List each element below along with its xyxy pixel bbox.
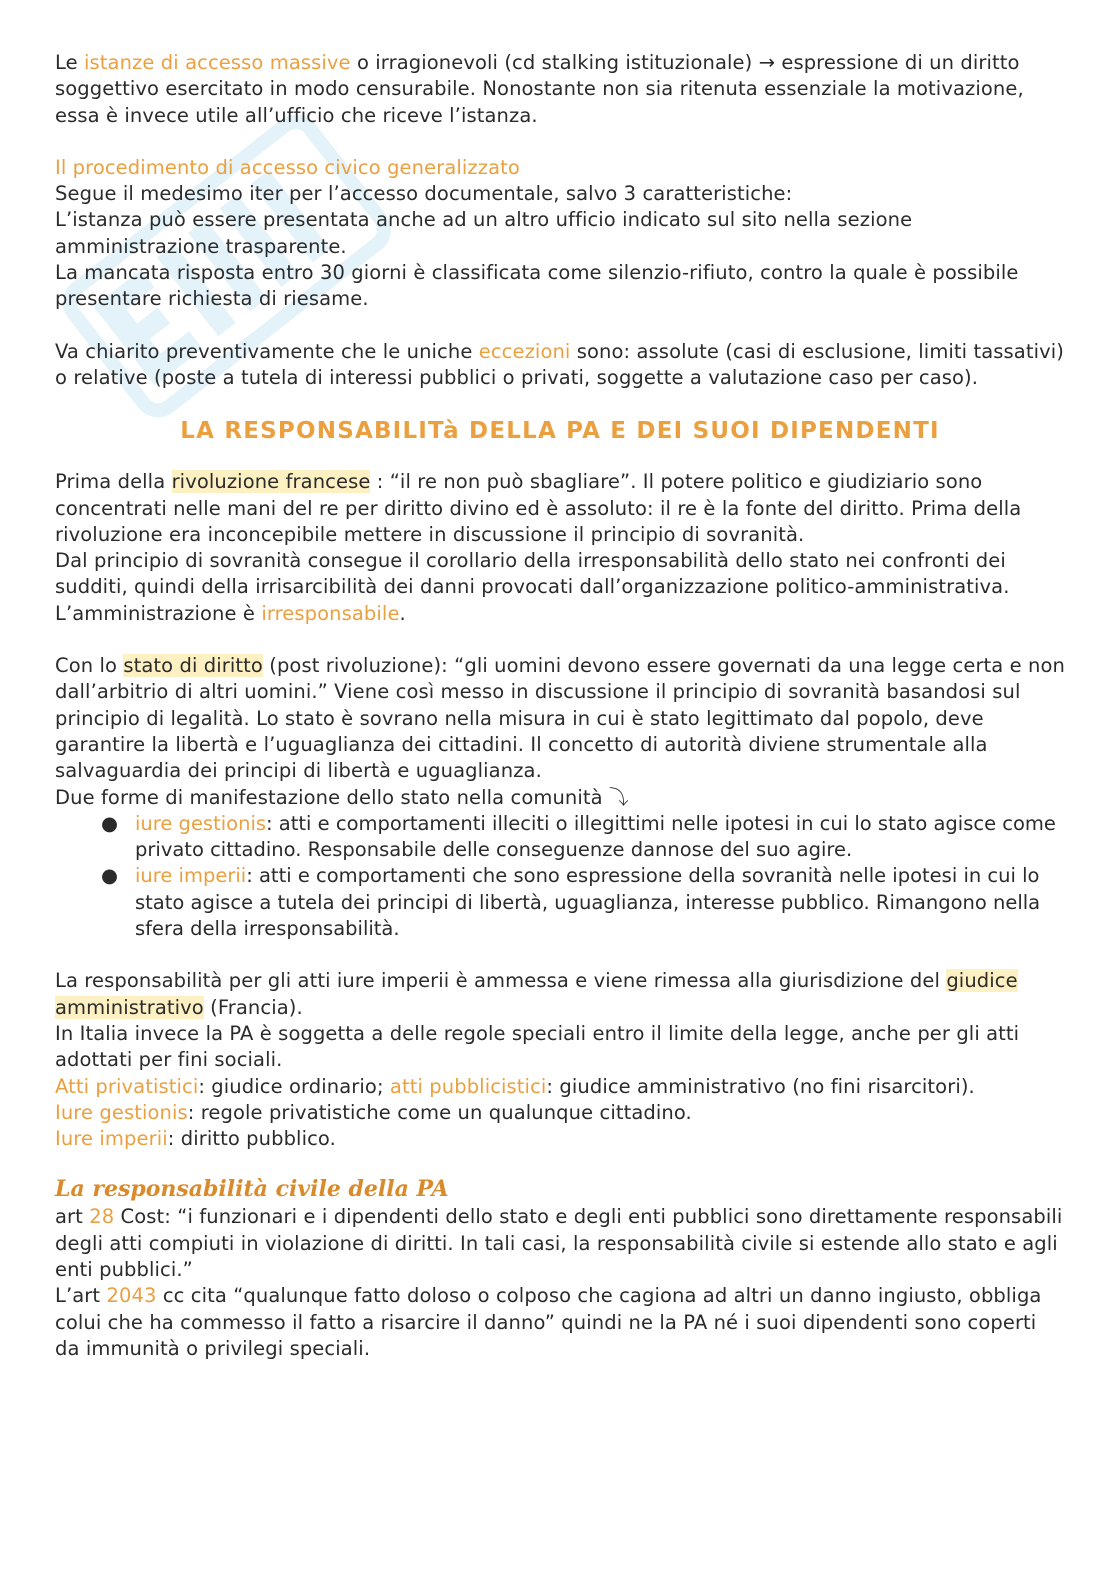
heading-responsabilita-civile: La responsabilità civile della PA (55, 1176, 449, 1203)
para-stato-di-diritto: Con lo stato di diritto (post rivoluzione): “gli uomini devono essere governati da una legge certa e non dall’arbitrio di altri uomini.” Viene così messo in discussione il principio di sovranità basandosi sul principio di legalità. Lo stato è sovrano nella misura in cui è stato legittimato dal popolo, deve garantire la libertà e l’uguaglianza dei cittadini. Il concetto di autorità diviene strumentale alla salvaguardia dei principi di libertà e uguaglianza. (55, 654, 1065, 783)
para-istanze: Le istanze di accesso massive o irragionevoli (cd stalking istituzionale) → espressione di un diritto soggettivo esercitato in modo censurabile. Nonostante non sia ritenuta essenziale la motivazione, essa è invece utile all’ufficio che riceve l’istanza. (55, 51, 1024, 127)
term-stato-di-diritto: stato di diritto (123, 654, 263, 678)
term-iure-gestionis: iure gestionis (135, 811, 267, 835)
para-iter: Segue il medesimo iter per l’accesso documentale, salvo 3 caratteristiche: (55, 182, 793, 206)
para-atti: Atti privatistici: giudice ordinario; atti pubblicistici: giudice amministrativo (no fini risarcitori). (55, 1074, 975, 1098)
para-due-forme: Due forme di manifestazione dello stato nella comunità ⤵ (55, 785, 629, 809)
para-istanza-ufficio: L’istanza può essere presentata anche ad un altro ufficio indicato sul sito nella sezione amministrazione trasparente. (55, 208, 913, 258)
term-eccezioni: eccezioni (478, 339, 571, 363)
para-rivoluzione: Prima della rivoluzione francese : “il re non può sbagliare”. Il potere politico e giudiziario sono concentrati nelle mani del re per diritto divino ed è assoluto: il re è la fonte del diritto. Prima della rivoluzione era inconcepibile mettere in discussione il principio di sovranità. (55, 470, 1022, 546)
bullet-icon: ● (101, 864, 119, 888)
para-eccezioni: Va chiarito preventivamente che le uniche eccezioni sono: assolute (casi di esclusione, limiti tassativi) o relative (poste a tutela di interessi pubblici o privati, soggette a valutazione caso per caso). (55, 339, 1064, 389)
ref-art-2043: 2043 (106, 1284, 157, 1308)
para-iure-gestionis: Iure gestionis: regole privatistiche come un qualunque cittadino. (55, 1100, 692, 1124)
heading-accesso-generalizzato: Il procedimento di accesso civico generalizzato (55, 155, 520, 179)
term-atti-pubblicistici: atti pubblicistici (389, 1074, 547, 1098)
para-italia: In Italia invece la PA è soggetta a delle regole speciali entro il limite della legge, anche per gli atti adottati per fini sociali. (55, 1021, 1020, 1072)
term-atti-privatistici: Atti privatistici (55, 1074, 199, 1098)
main-heading: LA RESPONSABILITà DELLA PA E DEI SUOI DIPENDENTI (180, 418, 940, 445)
term-irresponsabile: irresponsabile (261, 601, 400, 625)
document-page (55, 50, 1065, 1362)
list-item: ● iure gestionis: atti e comportamenti illeciti o illegittimi nelle ipotesi in cui lo stato agisce come privato cittadino. Responsabile delle conseguenze dannose del suo agire. (101, 811, 1056, 862)
term-iure-gestionis-2: Iure gestionis (55, 1100, 188, 1124)
bullet-icon: ● (101, 811, 119, 835)
ref-art-28: 28 (89, 1205, 115, 1229)
para-iure-imperii: Iure imperii: diritto pubblico. (55, 1127, 336, 1151)
term-iure-imperii: iure imperii (135, 864, 247, 888)
bullet-list (55, 811, 1065, 942)
para-sovranita: Dal principio di sovranità consegue il corollario della irresponsabilità dello stato nei confronti dei sudditi, quindi della irrisarcibilità dei danni provocati dall’organizzazione politico-amministrativa. L’amministrazione è irresponsabile. (55, 549, 1010, 625)
term-istanze: istanze di accesso massive (84, 51, 351, 74)
term-iure-imperii-2: Iure imperii (55, 1127, 168, 1151)
para-iure-imperii-ammessa: La responsabilità per gli atti iure imperii è ammessa e viene rimessa alla giurisdizione del giudice amministrativo (Francia). (55, 969, 1018, 1019)
term-giudice-amministrativo: giudice amministrativo (55, 969, 1018, 1019)
para-art-28: art 28 Cost: “i funzionari e i dipendenti dello stato e degli enti pubblici sono direttamente responsabili degli atti compiuti in violazione di diritti. In tali casi, la responsabilità civile si estende allo stato e agli enti pubblici.” (55, 1205, 1063, 1281)
term-rivoluzione-francese: rivoluzione francese (171, 470, 371, 494)
para-silenzio-rifiuto: La mancata risposta entro 30 giorni è classificata come silenzio-rifiuto, contro la quale è possibile presentare richiesta di riesame. (55, 261, 1019, 311)
list-item: ● iure imperii: atti e comportamenti che sono espressione della sovranità nelle ipotesi in cui lo stato agisce a tutela dei principi di libertà, uguaglianza, interesse pubblico. Rimangono nella sfera della irresponsabilità. (101, 864, 1041, 941)
para-art-2043: L’art 2043 cc cita “qualunque fatto doloso o colposo che cagiona ad altri un danno ingiusto, obbliga colui che ha commesso il fatto a risarcire il danno” quindi ne la PA né i suoi dipendenti sono coperti da immunità o privilegi speciali. (55, 1284, 1042, 1360)
